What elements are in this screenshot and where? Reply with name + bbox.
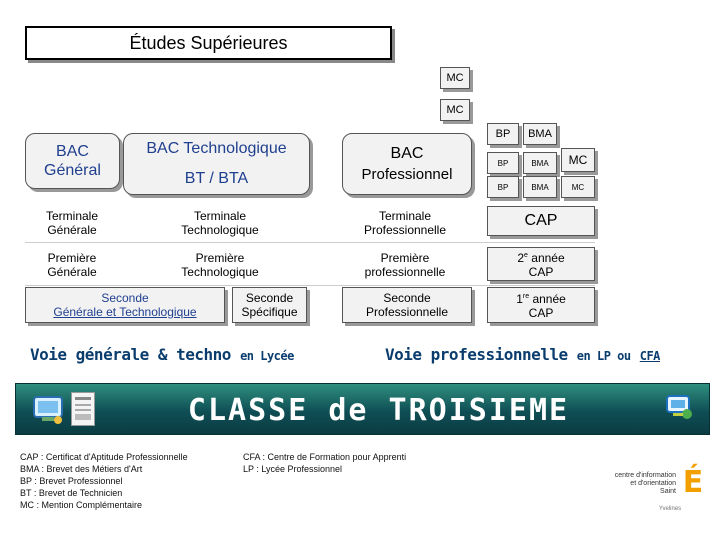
legend-right <box>243 451 406 475</box>
legend-item: MC : Mention Complémentaire <box>20 500 143 510</box>
mc-label: MC <box>571 182 585 192</box>
bp-label: BP <box>495 128 511 140</box>
bp-box <box>487 123 519 145</box>
legend-item: CFA : Centre de Formation pour Apprenti <box>243 452 407 462</box>
legend-item: LP : Lycée Professionnel <box>243 464 343 474</box>
page-title: Études Supérieures <box>129 32 288 53</box>
document-icon <box>71 392 95 426</box>
bac-pro-box <box>342 133 472 195</box>
bma-label: BMA <box>531 182 549 192</box>
cio-logo <box>614 462 710 522</box>
legend-item: BMA : Brevet des Métiers d'Art <box>20 464 143 474</box>
bp-box-small-2 <box>487 176 519 198</box>
title-box <box>25 26 392 60</box>
mc-box-second <box>440 99 470 121</box>
cap-1re-annee-box: 1re année CAP <box>487 287 595 323</box>
premiere-professionnelle: Première professionnelle <box>364 251 446 279</box>
terminale-generale: Terminale Générale <box>45 209 99 237</box>
legend-item: CAP : Certificat d'Aptitude Professionnelle <box>20 452 188 462</box>
bp-label: BP <box>497 158 509 168</box>
bp-box-small <box>487 152 519 174</box>
bac-pro-line1: BAC <box>390 145 424 162</box>
mc-label: MC <box>446 72 464 84</box>
bac-pro-line2: Professionnel <box>361 166 453 183</box>
logo-subtitle: Yvelines <box>658 506 682 512</box>
bac-techno-box <box>123 133 310 195</box>
mc-box-small <box>561 176 595 198</box>
row-divider <box>25 285 595 286</box>
legend-item: BP : Brevet Professionnel <box>20 476 123 486</box>
bma-box-small <box>523 152 557 174</box>
seconde-professionnelle-box: Seconde Professionnelle <box>342 287 472 323</box>
seconde-specifique-box: Seconde Spécifique <box>232 287 307 323</box>
computer-icon <box>30 393 66 425</box>
seconde-generale-technologique-box: Seconde Générale et Technologique <box>25 287 225 323</box>
mc-box-big <box>561 148 595 172</box>
terminale-technologique: Terminale Technologique <box>181 209 259 237</box>
bac-techno-sub: BT / BTA <box>184 170 249 187</box>
voie-professionnelle-label: Voie professionnelle en LP ou CFA <box>385 345 660 364</box>
bma-label: BMA <box>528 128 552 140</box>
cap-box <box>487 206 595 236</box>
premiere-technologique: Première Technologique <box>181 251 259 279</box>
bma-box-small-2 <box>523 176 557 198</box>
logo-text: centre d'information et d'orientation Saint <box>614 472 676 495</box>
bac-general-label: BAC Général <box>44 143 101 179</box>
bac-techno-title: BAC Technologique <box>146 140 287 157</box>
premiere-generale: Première Générale <box>47 251 97 279</box>
mc-label: MC <box>446 104 464 116</box>
mc-box-top <box>440 67 470 89</box>
logo-letter: É <box>682 464 704 500</box>
legend-left <box>20 451 188 511</box>
banner-title: CLASSE de TROISIEME <box>187 392 570 428</box>
bma-box <box>523 123 557 145</box>
terminale-professionnelle: Terminale Professionnelle <box>363 209 447 237</box>
mc-label: MC <box>568 153 588 167</box>
bma-label: BMA <box>531 158 549 168</box>
row-divider <box>25 242 595 243</box>
voie-generale-label: Voie générale & techno en Lycée <box>30 345 294 364</box>
cap-2e-annee-box: 2e année CAP <box>487 247 595 281</box>
classe-de-troisieme-banner <box>15 383 710 435</box>
bp-label: BP <box>497 182 509 192</box>
bac-general-box <box>25 133 120 189</box>
screen-globe-icon <box>664 392 694 422</box>
legend-item: BT : Brevet de Technicien <box>20 488 123 498</box>
cap-label: CAP <box>524 212 558 229</box>
